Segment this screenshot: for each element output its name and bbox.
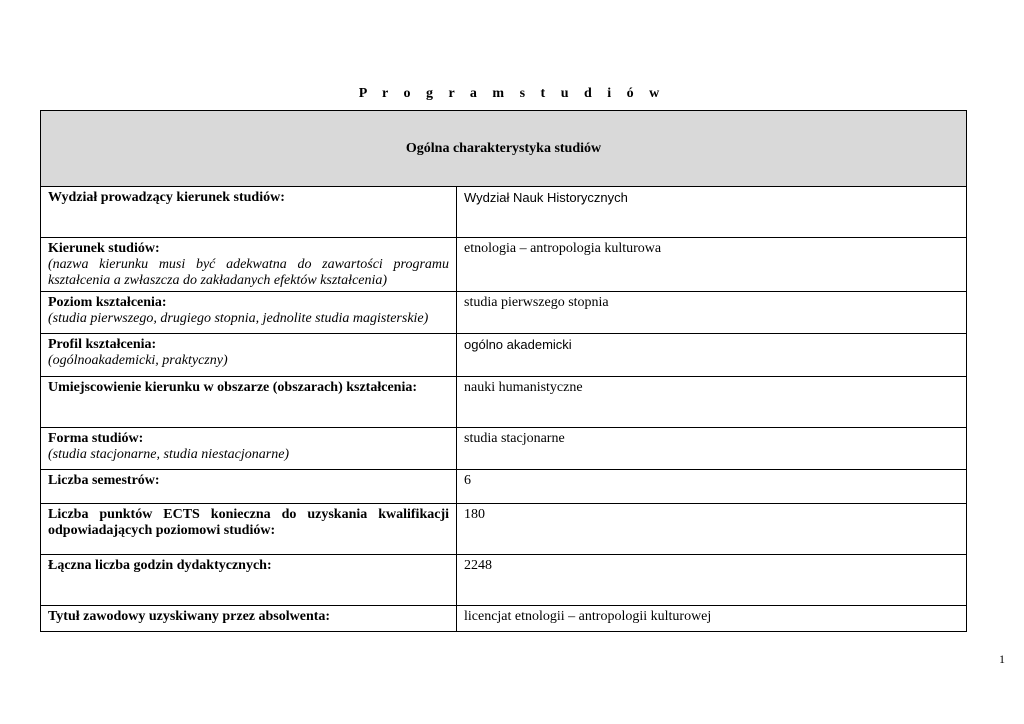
table-header-row (41, 111, 967, 187)
row-value: nauki humanistyczne (464, 380, 583, 395)
value-cell (457, 334, 967, 377)
label-cell (41, 606, 457, 632)
label-cell (41, 238, 457, 292)
row-hint: (studia stacjonarne, studia niestacjonarne) (48, 447, 290, 462)
table-row (41, 470, 967, 504)
table-row (41, 555, 967, 606)
row-hint: (studia pierwszego, drugiego stopnia, jednolite studia magisterskie) (48, 311, 429, 326)
row-value: licencjat etnologii – antropologii kulturowej (464, 609, 712, 624)
row-label: Wydział prowadzący kierunek studiów: (48, 190, 285, 205)
table-row (41, 428, 967, 470)
row-value: 6 (464, 473, 471, 488)
value-cell (457, 504, 967, 555)
row-value: 2248 (464, 558, 492, 573)
table-row (41, 606, 967, 632)
study-program-table (40, 110, 967, 632)
value-cell (457, 470, 967, 504)
label-cell (41, 292, 457, 334)
row-value: studia stacjonarne (464, 431, 565, 446)
value-cell (457, 428, 967, 470)
row-value: 180 (464, 507, 485, 522)
table-row (41, 377, 967, 428)
table-row (41, 334, 967, 377)
label-cell (41, 504, 457, 555)
row-value: etnologia – antropologia kulturowa (464, 241, 662, 256)
value-cell (457, 238, 967, 292)
label-cell (41, 555, 457, 606)
table-row (41, 504, 967, 555)
label-cell (41, 470, 457, 504)
label-cell (41, 428, 457, 470)
value-cell (457, 555, 967, 606)
table-row (41, 292, 967, 334)
label-cell (41, 334, 457, 377)
row-value: studia pierwszego stopnia (464, 295, 609, 310)
table-row (41, 187, 967, 238)
value-cell (457, 377, 967, 428)
row-hint: (nazwa kierunku musi być adekwatna do zawartości programu kształcenia a zwłaszcza do zakładanych efektów kształcenia) (48, 257, 449, 288)
label-cell (41, 187, 457, 238)
row-label: Poziom kształcenia: (48, 295, 167, 310)
value-cell (457, 187, 967, 238)
value-cell (457, 292, 967, 334)
row-label: Liczba semestrów: (48, 473, 160, 488)
row-label: Umiejscowienie kierunku w obszarze (obszarach) kształcenia: (48, 380, 418, 395)
value-cell (457, 606, 967, 632)
row-label: Forma studiów: (48, 431, 144, 446)
row-label: Profil kształcenia: (48, 337, 157, 352)
page-number: 1 (999, 652, 1005, 666)
document-title: P r o g r a m s t u d i ó w (358, 86, 666, 101)
label-cell (41, 377, 457, 428)
row-label: Liczba punktów ECTS konieczna do uzyskania kwalifikacji odpowiadających poziomowi studiów: (48, 507, 449, 538)
row-hint: (ogólnoakademicki, praktyczny) (48, 353, 228, 368)
row-label: Tytuł zawodowy uzyskiwany przez absolwenta: (48, 609, 331, 624)
row-label: Łączna liczba godzin dydaktycznych: (48, 558, 272, 573)
row-label: Kierunek studiów: (48, 241, 160, 256)
table-row (41, 238, 967, 292)
row-value: Wydział Nauk Historycznych (464, 190, 628, 205)
row-value: ogólno akademicki (464, 337, 572, 352)
table-header: Ogólna charakterystyka studiów (41, 111, 967, 187)
